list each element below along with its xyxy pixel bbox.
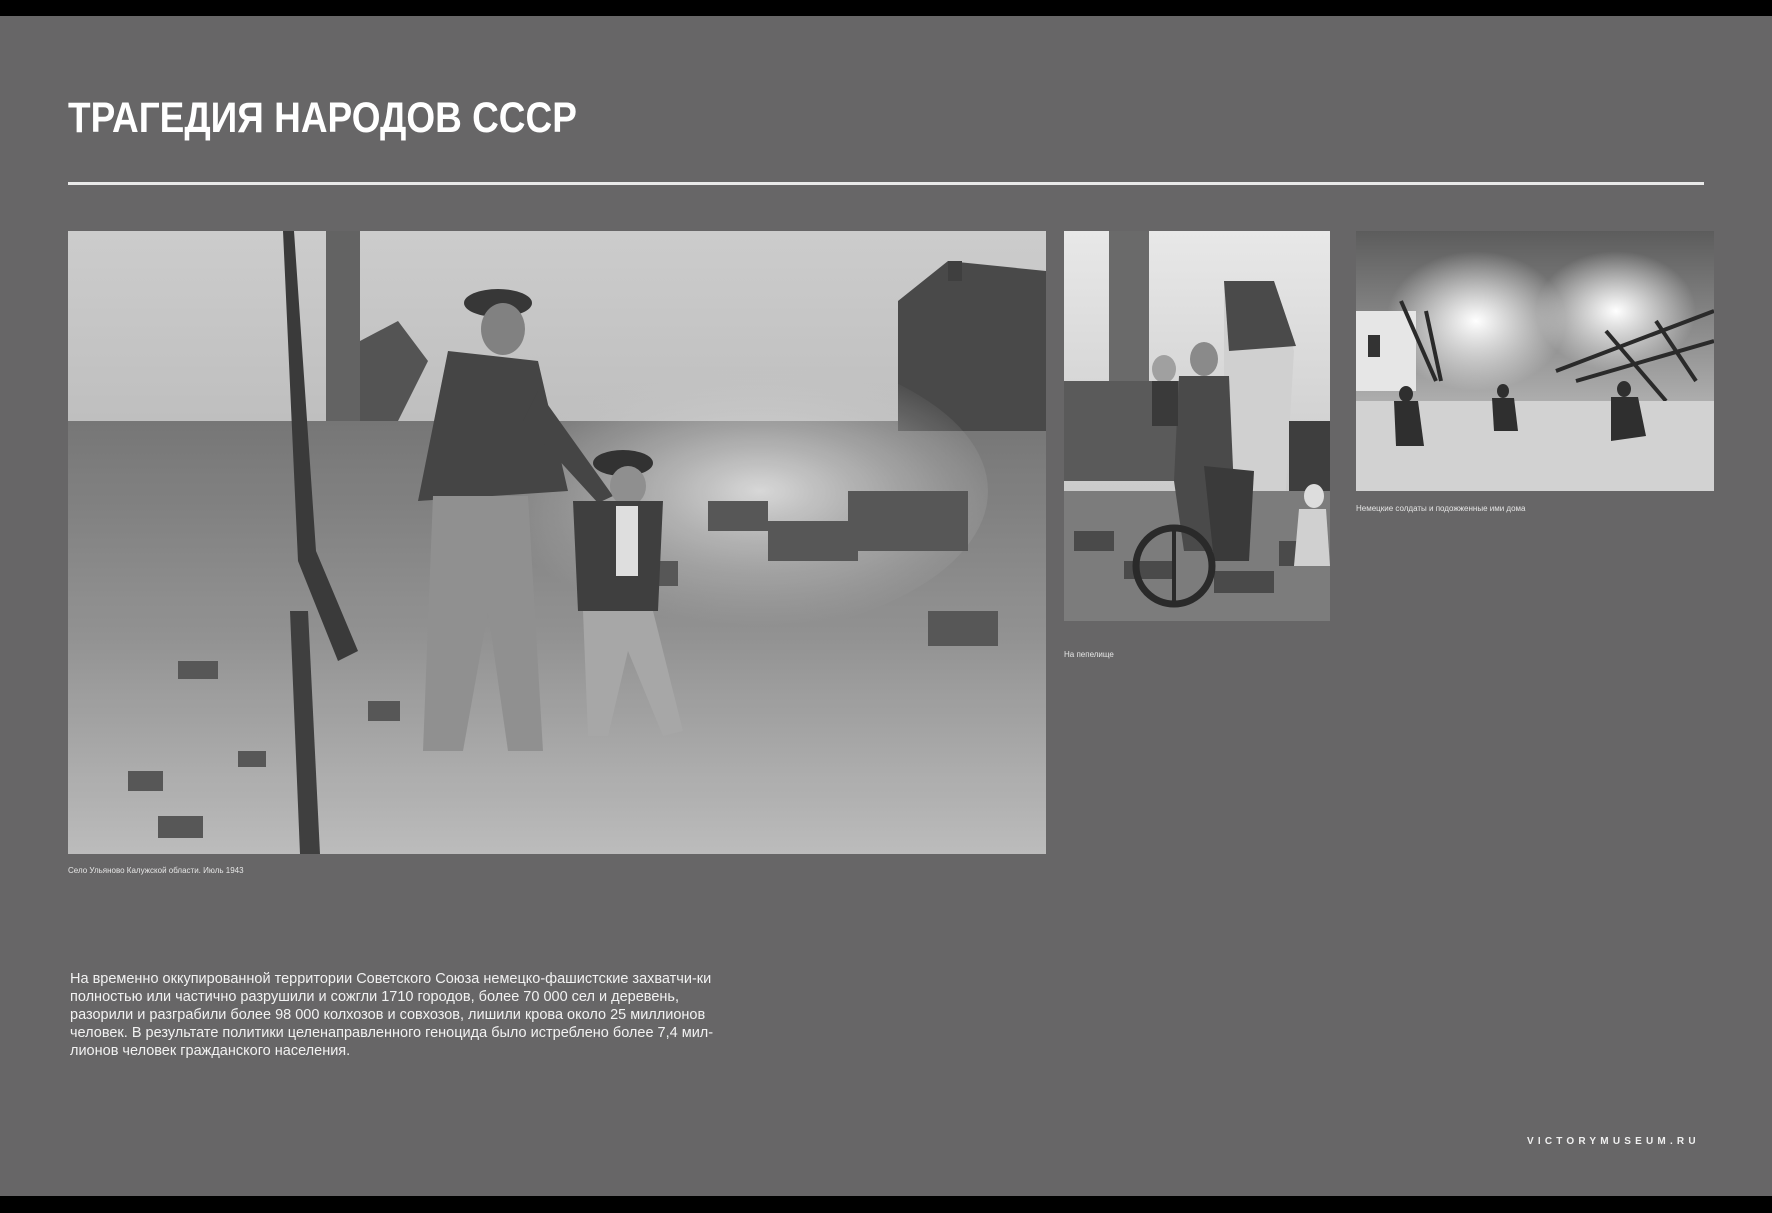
photo-village-ruins: [68, 231, 1046, 854]
photo-ashes: [1064, 231, 1330, 621]
site-url: VICTORYMUSEUM.RU: [1527, 1136, 1700, 1147]
title-divider: [68, 182, 1704, 185]
photo-burning-houses-image: [1356, 231, 1714, 491]
photo-caption: На пепелище: [1064, 650, 1114, 659]
photo-caption: Село Ульяново Калужской области. Июль 1943: [68, 866, 244, 875]
photo-village-ruins-image: [68, 231, 1046, 854]
body-text: На временно оккупированной территории Советского Союза немецко-фашистские захватчи-ки полностью или частично разрушили и сожгли 1710 городов, более 70 000 сел и деревень, разорили и разграбили более 98 000 колхозов и совхозов, лишили крова около 25 миллионов человек. В результате политики целенаправленного геноцида было истреблено более 7,4 мил-лионов человек гражданского населения.: [70, 971, 714, 1059]
photo-ashes-image: [1064, 231, 1330, 621]
exhibit-panel: [0, 16, 1772, 1196]
page-title: ТРАГЕДИЯ НАРОДОВ СССР: [68, 94, 577, 142]
photo-caption: Немецкие солдаты и подожженные ими дома: [1356, 504, 1526, 513]
photo-burning-houses: [1356, 231, 1714, 491]
